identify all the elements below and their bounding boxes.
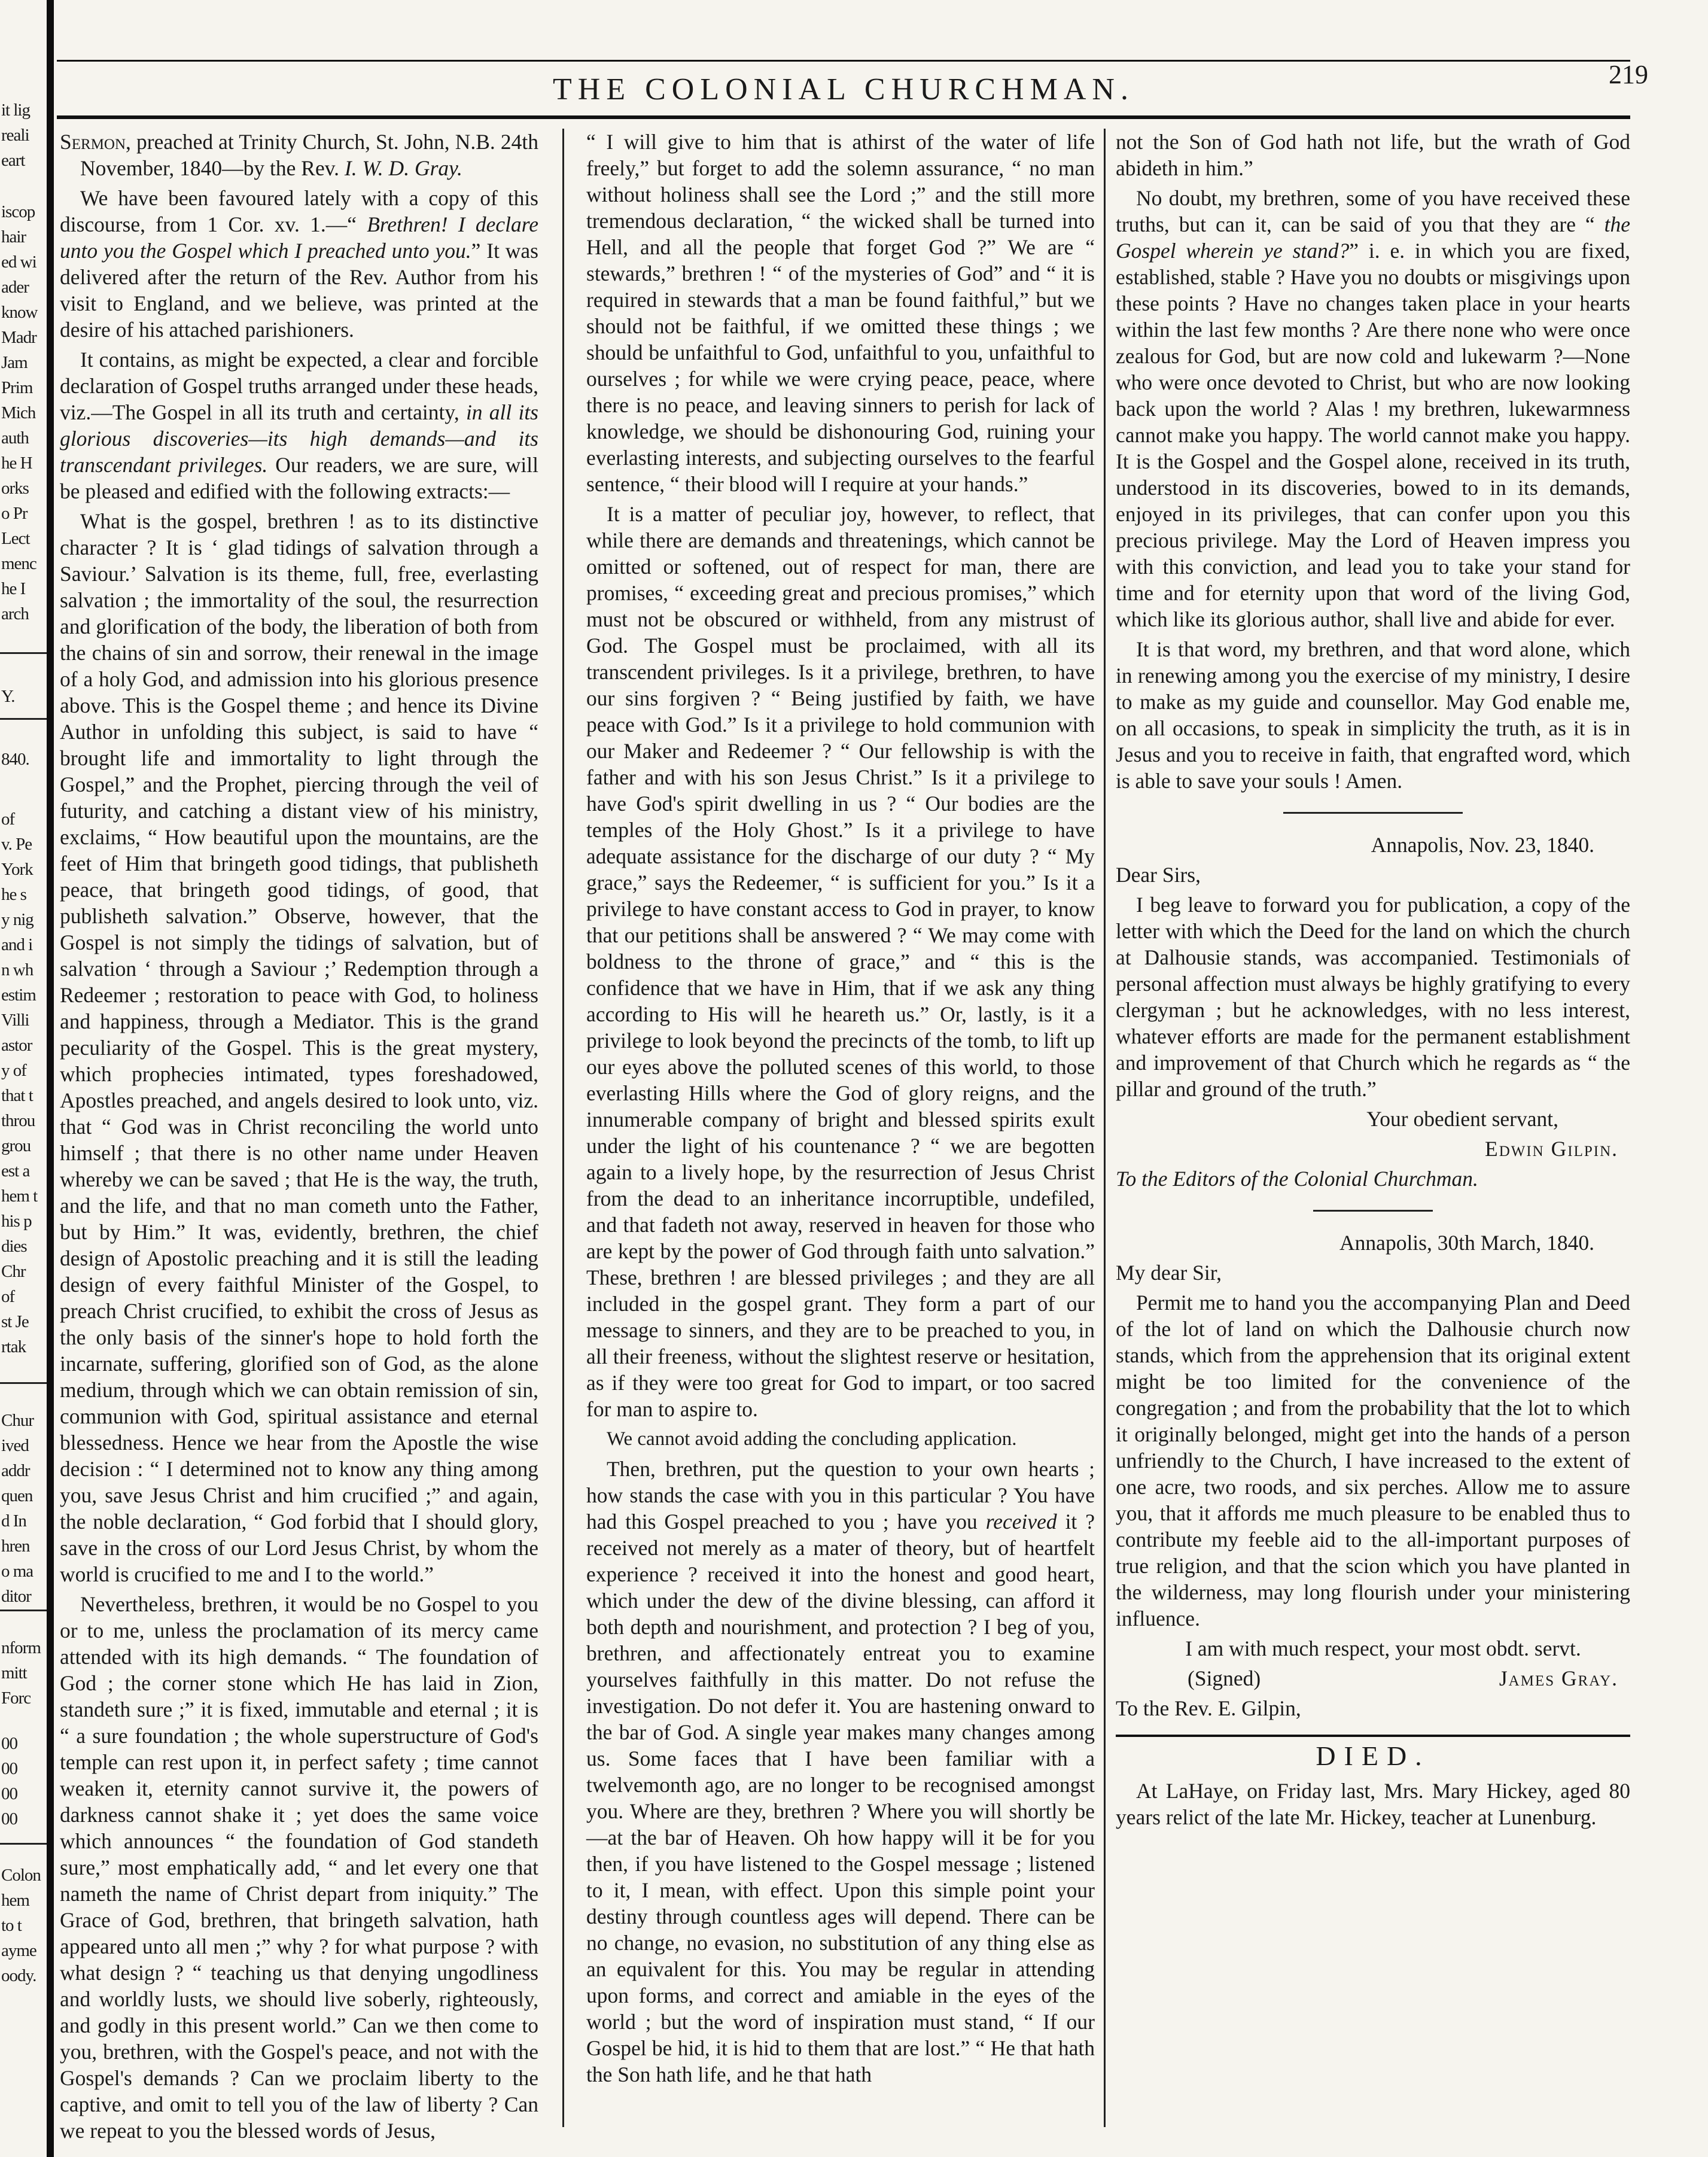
previous-page-fragment: rtak — [1, 1337, 26, 1356]
previous-page-fragment: it lig — [1, 101, 30, 120]
previous-page-fragment: 00 — [1, 1784, 17, 1803]
previous-page-rule — [0, 1843, 47, 1845]
previous-page-fragment: 840. — [1, 750, 29, 769]
letter-gray — [1116, 1230, 1630, 1721]
previous-page-fragment: Colon — [1, 1866, 41, 1885]
letter-signature: James Gray. — [1499, 1666, 1618, 1690]
paragraph: It contains, as might be expected, a clear and forcible declaration of Gospel truths arranged under these heads, viz.—The Gospel in all its truth and certainty, in all its glorious discoveries—its high demands—and its transcendant privileges. Our readers, we are sure, will be pleased and edified with the following extracts:— — [60, 348, 538, 503]
paragraph: We cannot avoid adding the concluding application. — [607, 1428, 1017, 1450]
previous-page-fragment: ayme — [1, 1941, 36, 1960]
previous-page-fragment: Lect — [1, 529, 30, 548]
previous-page-fragment: reali — [1, 126, 29, 145]
previous-page-fragment: menc — [1, 554, 36, 573]
letter-salutation: Dear Sirs, — [1116, 863, 1201, 887]
died-notice — [1116, 1743, 1630, 1830]
header-rule-top — [57, 60, 1630, 62]
previous-page-fragment: auth — [1, 428, 29, 448]
previous-page-fragment: Jam — [1, 353, 28, 372]
died-heading: DIED. — [1316, 1741, 1430, 1771]
letter-salutation: My dear Sir, — [1116, 1261, 1222, 1285]
previous-page-fragment: nform — [1, 1638, 41, 1657]
letter-signature: Edwin Gilpin. — [1485, 1137, 1618, 1161]
previous-page-fragment: 00 — [1, 1809, 17, 1829]
died-text: At LaHaye, on Friday last, Mrs. Mary Hickey, aged 80 years relict of the late Mr. Hickey, teacher at Lunenburg. — [1116, 1779, 1630, 1829]
previous-page-fragment: y of — [1, 1061, 26, 1080]
signed-label: (Signed) — [1188, 1666, 1261, 1690]
previous-page-fragment: he I — [1, 579, 26, 598]
previous-page-fragment: Y. — [1, 687, 15, 706]
paragraph: No doubt, my brethren, some of you have received these truths, but can it, can be said of you that they are “ the Gospel wherein ye stand?” i. e. in which you are fixed, established, stable ? Have you no doubts or misgivings upon these points ? Have no changes taken place in your hearts within the last few months ? Are there none who were once zealous for God, but are now cold and lukewarm ?—None who were once devoted to Christ, but who are now looking back upon the world ? Alas ! my brethren, lukewarmness cannot make you happy. The world cannot make you happy. It is the Gospel and the Gospel alone, received in its truth, understood in its discoveries, bowed to in its demands, enjoyed in its privileges, that can confer upon you this precious privilege. May the Lord of Heaven impress you with this conviction, and lead you to take your stand for time and for eternity upon that word of the living God, which like its glorious author, shall live and abide for ever. — [1116, 186, 1630, 631]
sermon-conclusion — [1116, 129, 1630, 794]
letter-closing: Your obedient servant, — [1366, 1107, 1558, 1131]
previous-page-edge — [0, 24, 47, 2154]
previous-page-fragment: n wh — [1, 960, 34, 979]
previous-page-fragment: Chur — [1, 1411, 34, 1430]
previous-page-fragment: hren — [1, 1537, 30, 1556]
letter-addressee: To the Editors of the Colonial Churchman. — [1116, 1167, 1478, 1191]
previous-page-fragment: hem t — [1, 1186, 38, 1206]
previous-page-fragment: arch — [1, 604, 29, 623]
paragraph: not the Son of God hath not life, but the wrath of God abideth in him.” — [1116, 130, 1630, 180]
previous-page-fragment: Mich — [1, 403, 36, 422]
previous-page-fragment: eart — [1, 151, 25, 170]
previous-page-fragment: know — [1, 303, 38, 322]
previous-page-fragment: d In — [1, 1511, 26, 1531]
previous-page-fragment: v. Pe — [1, 835, 32, 854]
letter-dateline: Annapolis, Nov. 23, 1840. — [1371, 833, 1594, 857]
column-rule-1 — [562, 129, 564, 2127]
letter-sign-line — [1116, 1665, 1630, 1691]
masthead-title: THE COLONIAL CHURCHMAN. — [553, 72, 1134, 107]
previous-page-fragment: grou — [1, 1136, 31, 1155]
column-2-sermon — [586, 129, 1095, 2091]
binding-gutter — [47, 0, 54, 2157]
column-rule-2 — [1104, 129, 1106, 2127]
previous-page-fragment: y nig — [1, 910, 34, 929]
previous-page-fragment: to t — [1, 1916, 22, 1935]
previous-page-fragment: hair — [1, 227, 26, 247]
letter-body: I beg leave to forward you for publication, a copy of the letter with which the Deed for the land on which the church at Dalhousie stands, was accompanied. Testimonials of personal affection must always be highly gratifying to every clergyman ; but he acknowledges, with no less interest, whatever efforts are made for the permanent establishment and improvement of that Church which he regards as “ the pillar and ground of the truth.” — [1116, 893, 1630, 1101]
letter-addressee: To the Rev. E. Gilpin, — [1116, 1696, 1301, 1720]
letter-dateline: Annapolis, 30th March, 1840. — [1339, 1231, 1594, 1255]
previous-page-fragment: Madr — [1, 328, 36, 347]
previous-page-fragment: est a — [1, 1161, 30, 1181]
previous-page-fragment: iscop — [1, 202, 35, 221]
previous-page-fragment: ived — [1, 1436, 29, 1455]
previous-page-fragment: Chr — [1, 1262, 26, 1281]
previous-page-fragment: addr — [1, 1461, 30, 1480]
previous-page-fragment: he H — [1, 454, 32, 473]
previous-page-fragment: quen — [1, 1486, 33, 1505]
letter-closing: I am with much respect, your most obdt. servt. — [1185, 1636, 1581, 1660]
paragraph: Nevertheless, brethren, it would be no Gospel to you or to me, unless the proclamation of its mercy came attended with its high demands. “ The foundation of God ; the corner stone which He has laid in Zion, standeth sure ;” it is fixed, immutable and eternal ; it is “ a sure foundation ; the whole superstructure of God's temple can rest upon it, in perfect safety ; time cannot weaken it, eternity cannot survive it, the powers of darkness cannot shake it ; yet does the same voice which announces “ the foundation of God standeth sure,” most emphatically add, “ and let every one that nameth the name of Christ depart from iniquity.” The Grace of God, brethren, that bringeth salvation, hath appeared unto all men ;” why ? for what purpose ? with what design ? “ teaching us that denying ungodliness and worldly lusts, we should live soberly, righteously, and godly in this present world.” Can we then come to you, brethren, with the Gospel's peace, and not with the Gospel's demands ? Can we proclaim liberty to the captive, and omit to tell you of the law of liberty ? Can we repeat to you the blessed words of Jesus, — [60, 1592, 538, 2143]
previous-page-fragment: and i — [1, 935, 33, 954]
section-divider — [1283, 812, 1463, 814]
previous-page-fragment: oody. — [1, 1966, 36, 1985]
page-number: 219 — [1609, 60, 1648, 89]
previous-page-fragment: orks — [1, 479, 29, 498]
paragraph: It is a matter of peculiar joy, however, to reflect, that while there are demands and threatenings, which cannot be omitted or softened, out of respect for man, there are promises, “ exceeding great and precious promises,” which must not be obscured or withheld, from any mistrust of God. The Gospel must be proclaimed, with all its transcendent privileges. Is it a privilege, brethren, to have our sins forgiven ? “ Being justified by faith, we have peace with God.” Is it a privilege to hold communion with our Maker and Redeemer ? “ Our fellowship is with the father and with his son Jesus Christ.” Is it a privilege to have God's spirit dwelling in us ? “ Our bodies are the temples of the Holy Ghost.” Is it a privilege to have adequate assistance for the discharge of our duty ? “ My grace,” says the Redeemer, “ is sufficient for you.” Is it a privilege to have constant access to God in prayer, to know that our petitions shall be answered ? “ We may come with boldness to the throne of grace,” and “ this is the confidence that we have in Him, that if we ask any thing according to His will he heareth us.” Or, lastly, is it a privilege to look beyond the precincts of the tomb, to lift up our eyes above the polluted scenes of this world, to those everlasting Hills where the God of glory reigns, and the innumerable company of bright and blessed spirits exult under the light of his countenance ? “ we are begotten again to a lively hope, by the resurrection of Jesus Christ from the dead to an inheritance incorruptible, undefiled, and that fadeth not away, reserved in heaven for those who are kept by the power of God through faith unto salvation.” These, brethren ! are blessed privileges ; and they are all included in the gospel grant. They form a part of our message to sinners, and they are to be preached to you, in all their freeness, without the slightest reserve or hesitation, as if they were too great for God to impart, or too sacred for man to aspire to. — [586, 502, 1095, 1421]
previous-page-fragment: ditor — [1, 1587, 31, 1606]
previous-page-fragment: Prim — [1, 378, 33, 397]
previous-page-fragment: hem — [1, 1891, 29, 1910]
paragraph: Sermon, preached at Trinity Church, St. John, N.B. 24th November, 1840—by the Rev. I. W. D. Gray. — [60, 130, 538, 180]
previous-page-fragment: astor — [1, 1036, 32, 1055]
previous-page-rule — [0, 1610, 47, 1611]
previous-page-fragment: he s — [1, 885, 26, 904]
previous-page-fragment: ed wi — [1, 252, 36, 272]
previous-page-fragment: dies — [1, 1237, 27, 1256]
paragraph: Then, brethren, put the question to your own hearts ; how stands the case with you in this particular ? You have had this Gospel preached to you ; have you received it ? received not merely as a mater of theory, but of heartfelt experience ? received it into the honest and good heart, which under the dew of the divine blessing, can afford it both depth and nourishment, and protection ? I beg of you, brethren, and affectionately entreat you to examine yourselves faithfully in this matter. Do not refuse the investigation. Do not defer it. You are hastening onward to the bar of God. A single year makes many changes among us. Some faces that I have been familiar with a twelvemonth ago, are no longer to be recognised amongst you. Where are they, brethren ? Where you will shortly be—at the bar of Heaven. Oh how happy will it be for you then, if you have listened to the Gospel message ; listened to it, I mean, with effect. Upon this simple point your destiny through countless ages will depend. There can be no change, no evasion, no substitution of any thing else as an equivalent for this. You may be regular in attending upon forms, and correct and amiable in the eyes of the world ; but the word of inspiration must stand, “ If our Gospel be hid, it is hid to them that are lost.” “ He that hath the Son hath life, and he that hath — [586, 1457, 1095, 2086]
letter-body: Permit me to hand you the accompanying Plan and Deed of the lot of land on which the Dalhousie church now stands, which from the apprehension that its original extent might be too limited for the convenience of the congregation ; and from the probability that the lot to which it originally belonged, might get into the hands of a person unfriendly to the Church, I have increased to the extent of one acre, two roods, and six perches. Allow me to assure you, that it affords me much pleasure to be enabled thus to contribute my feeble aid to the all-important purposes of true religion, and that the scion which you have planted in the wilderness, may long flourish under your ministering influence. — [1116, 1291, 1630, 1630]
paragraph: It is that word, my brethren, and that word alone, which in renewing among you the exercise of my ministry, I desire to make as my guide and counsellor. May God enable me, on all occasions, to speak in simplicity the truth, as it is in Jesus and you to receive in faith, that engrafted word, which is able to save your souls ! Amen. — [1116, 637, 1630, 793]
previous-page-fragment: ader — [1, 278, 29, 297]
previous-page-fragment: Villi — [1, 1011, 29, 1030]
previous-page-fragment: mitt — [1, 1663, 27, 1683]
previous-page-fragment: that t — [1, 1086, 33, 1105]
previous-page-rule — [0, 652, 47, 654]
header-rule-bottom — [57, 115, 1630, 119]
previous-page-fragment: st Je — [1, 1312, 29, 1331]
previous-page-fragment: o ma — [1, 1562, 34, 1581]
previous-page-fragment: o Pr — [1, 504, 28, 523]
previous-page-fragment: his p — [1, 1212, 32, 1231]
previous-page-fragment: throu — [1, 1111, 35, 1130]
letter-gilpin — [1116, 832, 1630, 1192]
died-box-top-rule — [1116, 1735, 1630, 1737]
column-3 — [1116, 129, 1630, 1834]
previous-page-fragment: Forc — [1, 1689, 31, 1708]
previous-page-fragment: 00 — [1, 1759, 17, 1778]
previous-page-fragment: of — [1, 1287, 15, 1306]
section-divider — [1313, 1210, 1433, 1212]
previous-page-fragment: York — [1, 860, 33, 879]
paragraph: We have been favoured lately with a copy of this discourse, from 1 Cor. xv. 1.—“ Brethren! I declare unto you the Gospel which I preached unto you.” It was delivered after the return of the Rev. Author from his visit to England, and we believe, was printed at the desire of his attached parishioners. — [60, 186, 538, 342]
previous-page-fragment: estim — [1, 985, 36, 1005]
column-1-sermon — [60, 129, 538, 2147]
previous-page-fragment: 00 — [1, 1734, 17, 1753]
previous-page-rule — [0, 718, 47, 720]
paragraph: What is the gospel, brethren ! as to its distinctive character ? It is ‘ glad tidings of salvation through a Saviour.’ Salvation is its theme, full, free, everlasting salvation ; the immortality of the soul, the resurrection and glorification of the body, the liberation of both from the chains of sin and sorrow, their renewal in the image of a holy God, and admission into his glorious presence above. This is the Gospel theme ; and hence its Divine Author in unfolding this subject, is said to have “ brought life and immortality to light through the Gospel,” and the Prophet, piercing through the veil of futurity, and catching a distant view of his ministry, exclaims, “ How beautiful upon the mountains, are the feet of Him that bringeth good tidings, that publisheth peace, that bringeth good tidings, of good, that publisheth salvation.” Observe, however, that the Gospel is not simply the tidings of salvation, but of salvation ‘ through a Saviour ;’ Redemption through a Redeemer ; restoration to peace with God, to holiness and happiness, through a Mediator. This is the grand peculiarity of the Gospel. This is the great mystery, which prophecies intimated, types foreshadowed, Apostles preached, and angels desired to look unto, viz. that “ God was in Christ reconciling the world unto himself ; that there is no other name under Heaven whereby we can be saved ; that He is the way, the truth, and the life, and that no man cometh unto the Father, but by Him.” It was, evidently, brethren, the chief design of Apostolic preaching and it is still the leading design of every faithful Minister of the Gospel, to preach Christ crucified, to exhibit the cross of Jesus as the only basis of the sinner's hope to hold forth the incarnate, suffering, glorified son of God, as the alone medium, through which we can obtain remission of sin, communion with God, spiritual assistance and eternal blessedness. Hence we hear from the Apostle the wise decision : “ I determined not to know any thing among you, save Jesus Christ and him crucified ;” and again, the noble declaration, “ God forbid that I should glory, save in the cross of our Lord Jesus Christ, by whom the world is crucified to me and I to the world.” — [60, 509, 538, 1586]
paragraph: “ I will give to him that is athirst of the water of life freely,” but forget to add the solemn assurance, “ no man without holiness shall see the Lord ;” and the still more tremendous declaration, “ the wicked shall be turned into Hell, and all the people that forget God ?” We are “ stewards,” brethren ! “ of the mysteries of God” and “ it is required in stewards that a man be found faithful,” but we should not be faithful, if we omitted these things ; we should be unfaithful to God, unfaithful to you, unfaithful to ourselves ; for while we were crying peace, peace, where there is no peace, and leaving sinners to perish for lack of knowledge, we should be dishonouring God, ruining your everlasting interests, and subjecting ourselves to the fearful sentence, “ their blood will I require at your hands.” — [586, 130, 1095, 496]
previous-page-rule — [0, 1382, 47, 1384]
previous-page-fragment: of — [1, 810, 15, 829]
